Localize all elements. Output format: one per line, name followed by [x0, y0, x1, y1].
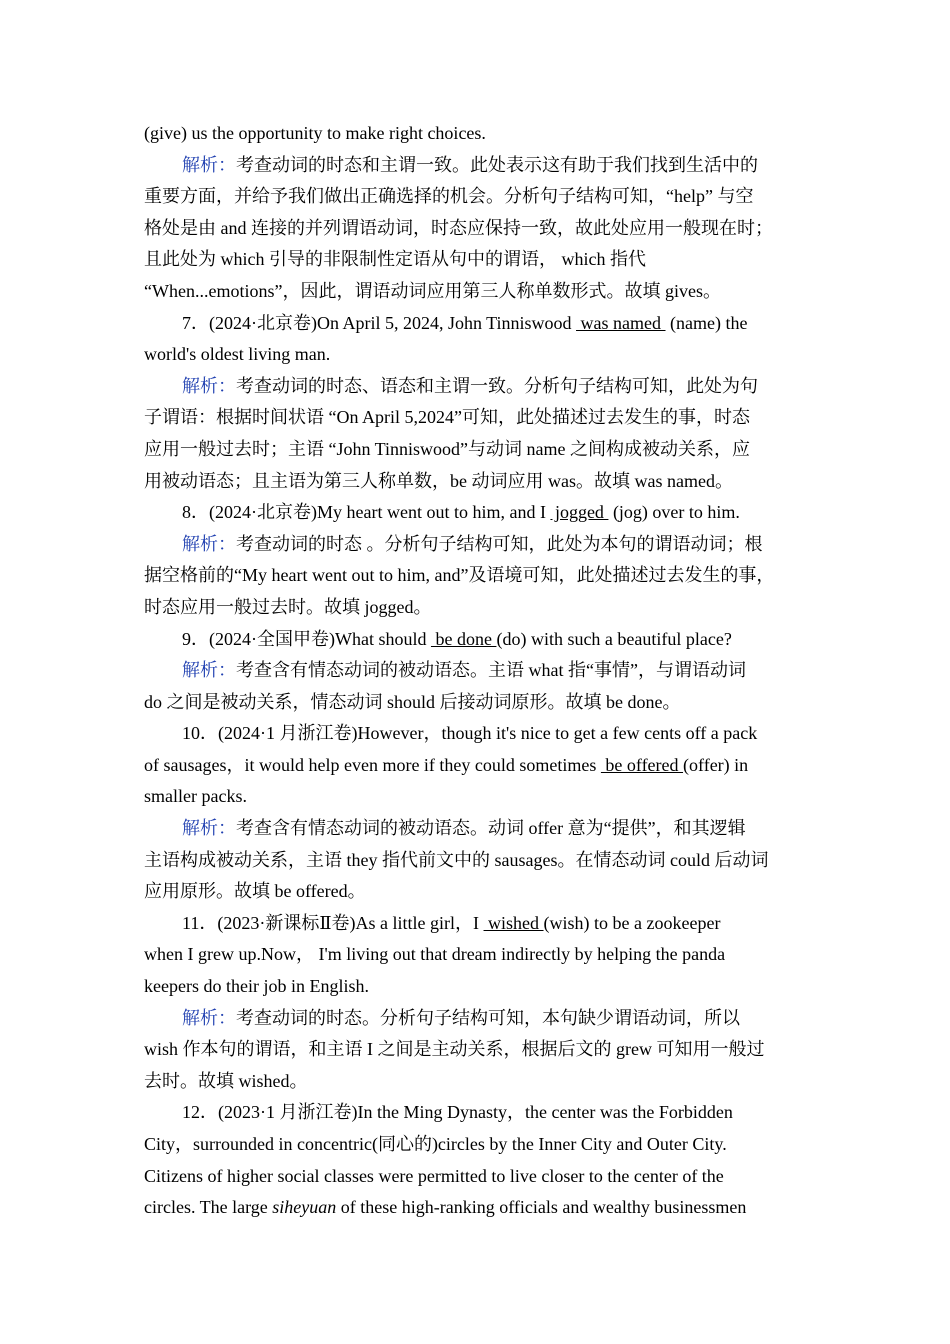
analysis-line: do 之间是被动关系，情态动词 should 后接动词原形。故填 be done。 [144, 691, 681, 712]
analysis-line: 去时。故填 wished。 [144, 1070, 308, 1091]
analysis-line: 且此处为 which 引导的非限制性定语从句中的谓语， which 指代 [144, 249, 646, 270]
analysis-line: 子谓语：根据时间状语 “On April 5,2024”可知，此处描述过去发生的事，时态 [144, 407, 750, 428]
analysis-line: wish 作本句的谓语，和主语 I 之间是主动关系，根据后文的 grew 可知用一般过 [144, 1039, 765, 1060]
analysis-line: 应用原形。故填 be offered。 [144, 881, 366, 902]
question-10: 10．(2024·1 月浙江卷)However，though it's nice to get a few cents off a pack [182, 723, 758, 744]
answer-blank: jogged [550, 502, 609, 523]
italic-term: siheyuan [272, 1197, 337, 1218]
question-8: 8．(2024·北京卷)My heart went out to him, and I jogged (jog) over to him. [182, 502, 740, 523]
text-line: (give) us the opportunity to make right choices. [144, 123, 486, 143]
question-11: 11．(2023·新课标Ⅱ卷)As a little girl，I wished (wish) to be a zookeeper [182, 912, 721, 933]
analysis-label: 解析： [182, 1007, 236, 1028]
analysis-line: 用被动语态；且主语为第三人称单数，be 动词应用 was。故填 was named。 [144, 470, 733, 491]
question-12-cont: City，surrounded in concentric(同心的)circles by the Inner City and Outer City. [144, 1134, 727, 1154]
question-11-cont: when I grew up.Now， I'm living out that dream indirectly by helping the panda [144, 944, 726, 965]
analysis-line: 主语构成被动关系，主语 they 指代前文中的 sausages。在情态动词 could 后动词 [144, 849, 769, 870]
answer-blank: wished [483, 912, 544, 933]
analysis-line: 解析：考查动词的时态、语态和主谓一致。分析句子结构可知，此处为句 [182, 375, 758, 396]
question-7: 7．(2024·北京卷)On April 5, 2024, John Tinniswood was named (name) the [182, 312, 748, 333]
answer-blank: be done [430, 628, 497, 649]
question-7-cont: world's oldest living man. [144, 344, 331, 365]
analysis-label: 解析： [182, 375, 236, 396]
question-12-cont: Citizens of higher social classes were permitted to live closer to the center of the [144, 1165, 724, 1186]
analysis-line: 时态应用一般过去时。故填 jogged。 [144, 596, 432, 617]
question-12: 12．(2023·1 月浙江卷)In the Ming Dynasty，the center was the Forbidden [182, 1102, 733, 1123]
analysis-line: 据空格前的“My heart went out to him, and”及语境可知，此处描述过去发生的事， [144, 565, 775, 586]
answer-blank: be offered [600, 754, 684, 775]
question-11-cont: keepers do their job in English. [144, 976, 369, 997]
analysis-label: 解析： [182, 533, 236, 554]
analysis-line: 解析：考查动词的时态和主谓一致。此处表示这有助于我们找到生活中的 [182, 154, 758, 175]
analysis-line: 解析：考查动词的时态。分析句子结构可知，本句缺少谓语动词，所以 [182, 1007, 740, 1028]
analysis-line: 解析：考查含有情态动词的被动语态。主语 what 指“事情”，与谓语动词 [182, 660, 746, 681]
analysis-line: 解析：考查动词的时态 。分析句子结构可知，此处为本句的谓语动词；根 [182, 533, 763, 554]
question-10-cont: smaller packs. [144, 786, 247, 807]
question-10-cont: of sausages，it would help even more if they could sometimes be offered (offer) in [144, 754, 749, 775]
analysis-label: 解析： [182, 818, 236, 839]
question-9: 9．(2024·全国甲卷)What should be done (do) with such a beautiful place? [182, 628, 732, 649]
analysis-label: 解析： [182, 154, 236, 175]
analysis-line: 重要方面，并给予我们做出正确选择的机会。分析句子结构可知，“help” 与空 [144, 186, 754, 207]
analysis-line: 解析：考查含有情态动词的被动语态。动词 offer 意为“提供”，和其逻辑 [182, 818, 746, 839]
analysis-line: 格处是由 and 连接的并列谓语动词，时态应保持一致，故此处应用一般现在时； [144, 217, 773, 238]
analysis-label: 解析： [182, 660, 236, 681]
document-page [144, 118, 807, 1224]
analysis-line: 应用一般过去时；主语 “John Tinniswood”与动词 name 之间构成被动关系，应 [144, 438, 751, 459]
analysis-line: “When...emotions”，因此，谓语动词应用第三人称单数形式。故填 gives。 [144, 280, 721, 301]
question-12-cont: circles. The large siheyuan of these high-ranking officials and wealthy businessmen [144, 1197, 747, 1218]
answer-blank: was named [576, 312, 666, 333]
